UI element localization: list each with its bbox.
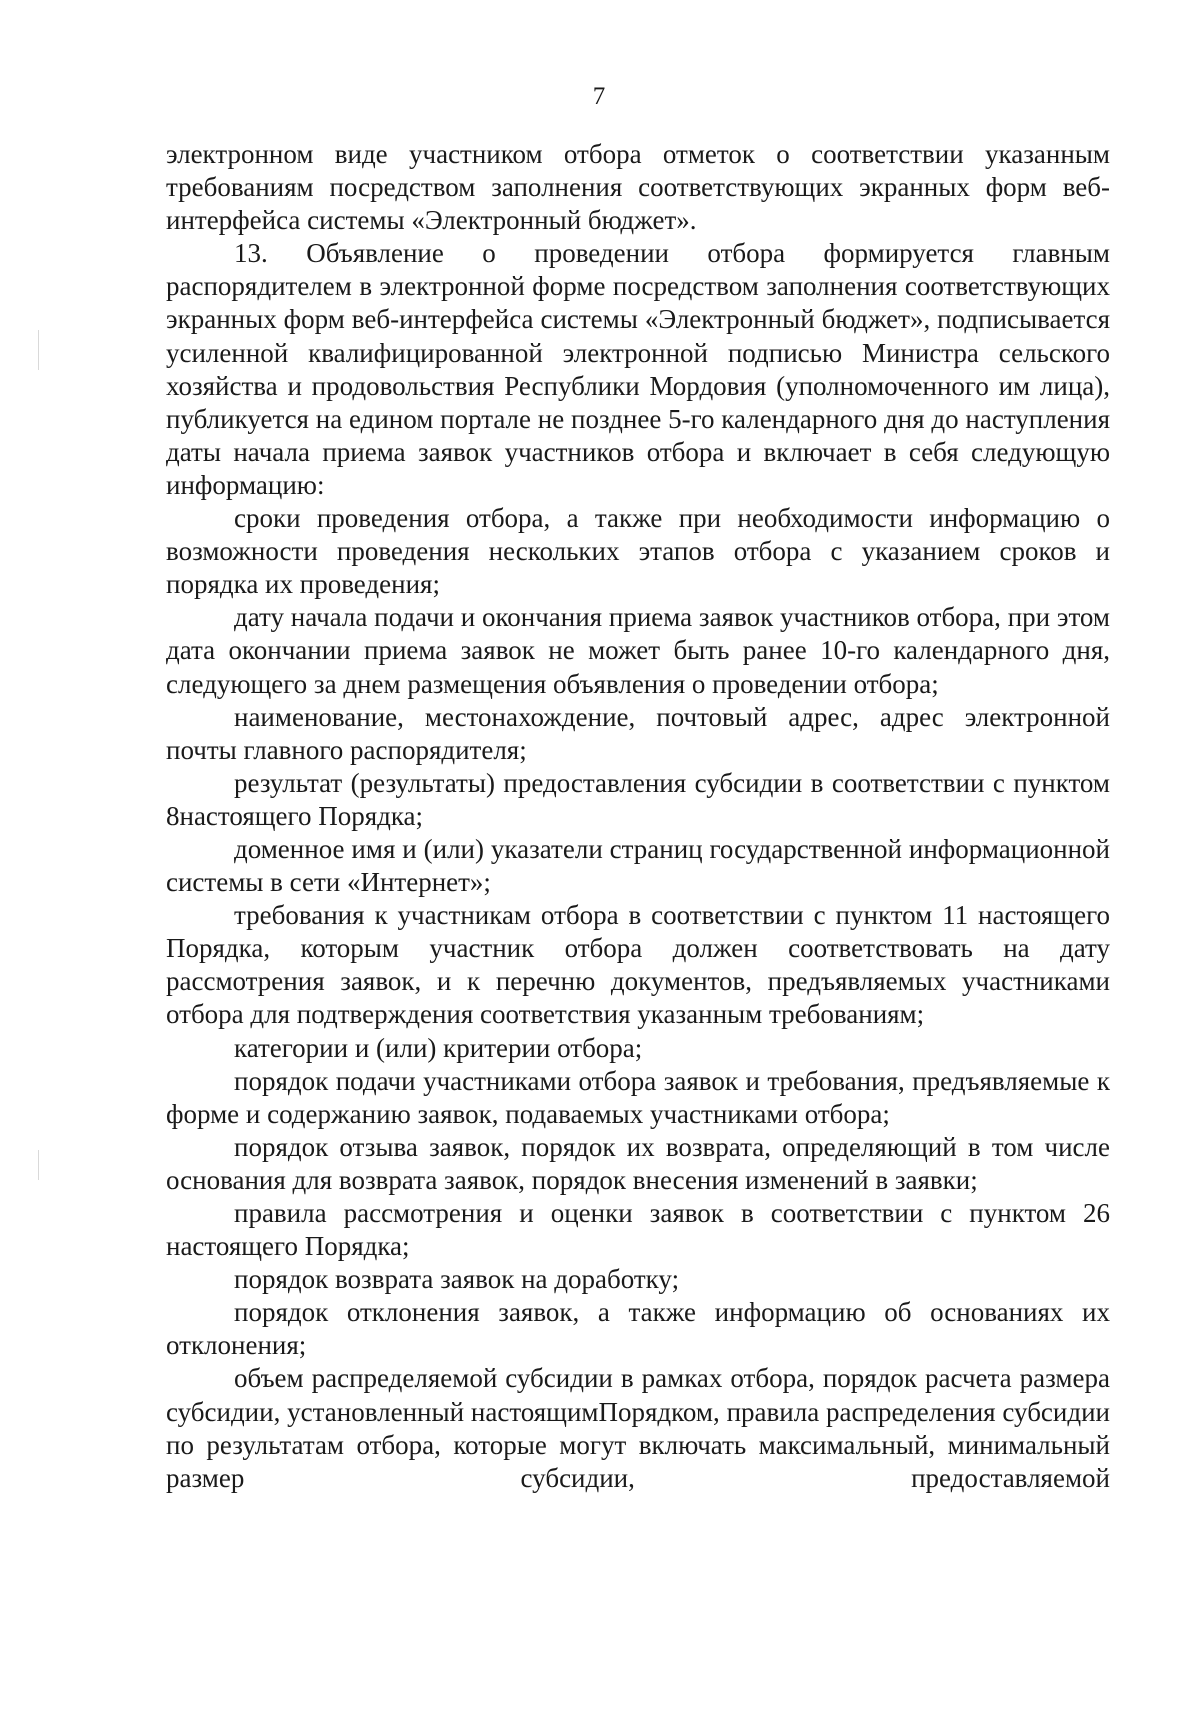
scan-artifact-mark: [38, 1150, 39, 1180]
list-item: категории и (или) критерии отбора;: [234, 1032, 643, 1063]
paragraph-continuation: электронном виде участником отбора отметок о соответствии указанным требованиям посредством заполнения соответствующих экранных форм веб-интерфейса системы «Электронный бюджет».: [166, 139, 1110, 236]
list-item: результат (результаты) предоставления субсидии в соответствии с пунктом 8настоящего Порядка;: [166, 767, 1110, 831]
list-item: порядок отклонения заявок, а также информацию об основаниях их отклонения;: [166, 1297, 1110, 1361]
list-item: правила рассмотрения и оценки заявок в соответствии с пунктом 26 настоящего Порядка;: [166, 1198, 1110, 1262]
list-item: наименование, местонахождение, почтовый адрес, адрес электронной почты главного распорядителя;: [166, 701, 1110, 765]
scan-artifact-mark: [38, 330, 39, 370]
page-number: 7: [592, 83, 606, 110]
list-item: доменное имя и (или) указатели страниц государственной информационной системы в сети «Интернет»;: [166, 833, 1110, 898]
list-item: сроки проведения отбора, а также при необходимости информацию о возможности проведения нескольких этапов отбора с указанием сроков и порядка их проведения;: [166, 503, 1110, 600]
list-item: дату начала подачи и окончания приема заявок участников отбора, при этом дата окончании приема заявок не может быть ранее 10-го календарного дня, следующего за днем размещения объявления о проведении отбора;: [166, 602, 1110, 699]
list-item: порядок возврата заявок на доработку;: [234, 1264, 680, 1295]
list-item: объем распределяемой субсидии в рамках отбора, порядок расчета размера субсидии, установленный настоящимПорядком, правила распределения субсидии по результатам отбора, которые могут включать максимальный, минимальный размер субсидии, предоставляемой: [166, 1363, 1110, 1493]
list-item: порядок подачи участниками отбора заявок и требования, предъявляемые к форме и содержанию заявок, подаваемых участниками отбора;: [166, 1065, 1110, 1129]
document-body: [166, 138, 1110, 1495]
list-item: требования к участникам отбора в соответствии с пунктом 11 настоящего Порядка, которым участник отбора должен соответствовать на дату рассмотрения заявок, и к перечню документов, предъявляемых участниками отбора для подтверждения соответствия указанным требованиям;: [166, 900, 1110, 1030]
list-item: порядок отзыва заявок, порядок их возврата, определяющий в том числе основания для возврата заявок, порядок внесения изменений в заявки;: [166, 1131, 1110, 1195]
paragraph-item-13: 13. Объявление о проведении отбора формируется главным распорядителем в электронной форме посредством заполнения соответствующих экранных форм веб-интерфейса системы «Электронный бюджет», подписывается усиленной квалифицированной электронной подписью Министра сельского хозяйства и продовольствия Республики Мордовия (уполномоченного им лица), публикуется на едином портале не позднее 5-го календарного дня до наступления даты начала приема заявок участников отбора и включает в себя следующую информацию:: [166, 238, 1110, 500]
